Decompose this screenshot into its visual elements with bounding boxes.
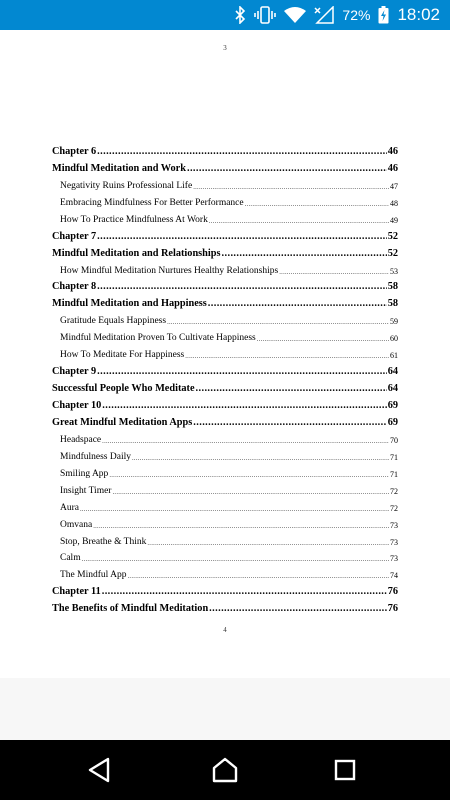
toc-entry-title: Mindful Meditation Proven To Cultivate Happiness [60,333,256,344]
toc-entry[interactable] [52,208,398,225]
toc-dot-leader [102,438,389,445]
toc-dot-leader [80,506,389,513]
toc-entry-page: 74 [390,571,398,581]
toc-entry-title: Insight Timer [60,485,112,496]
toc-entry-page: 52 [387,247,398,259]
toc-entry-title: The Mindful App [60,570,127,581]
status-bar [0,0,450,30]
toc-entry-page: 52 [387,230,398,242]
toc-entry-page: 73 [390,537,398,547]
toc-entry[interactable] [52,140,398,157]
toc-entry[interactable] [52,479,398,496]
toc-entry-page: 73 [390,520,398,530]
toc-entry-page: 72 [390,503,398,513]
toc-entry-title: Headspace [60,434,102,445]
toc-dot-leader [102,586,387,597]
battery-percent: 72% [342,7,371,23]
toc-entry[interactable] [52,563,398,580]
toc-entry[interactable] [52,530,398,547]
toc-entry-title: How To Practice Mindfulness At Work [60,214,208,225]
signal-icon [314,6,334,24]
back-icon [87,757,111,783]
toc-entry-page: 73 [390,554,398,564]
toc-entry-page: 64 [387,366,398,378]
toc-entry[interactable] [52,496,398,513]
toc-dot-leader [93,523,389,530]
toc-entry-title: Gratitude Equals Happiness [60,316,167,327]
top-page-number: 3 [223,44,227,52]
toc-entry-page: 47 [390,181,398,191]
toc-entry[interactable] [52,360,398,377]
toc-entry[interactable] [52,292,398,309]
clock: 18:02 [397,5,440,24]
toc-entry-title: Embracing Mindfulness For Better Performance [60,197,244,208]
back-button[interactable] [83,754,115,786]
toc-dot-leader [167,319,389,326]
toc-entry[interactable] [52,174,398,191]
toc-entry[interactable] [52,326,398,343]
toc-entry-title: Smiling App [60,468,109,479]
toc-entry-page: 61 [390,351,398,361]
toc-entry-page: 46 [387,145,398,157]
toc-dot-leader [109,472,389,479]
page-gap [0,678,450,740]
toc-entry[interactable] [52,445,398,462]
toc-entry[interactable] [52,191,398,208]
toc-entry-title: Chapter 9 [52,366,97,378]
toc-entry-page: 64 [387,383,398,395]
toc-dot-leader [97,281,387,292]
toc-entry[interactable] [52,428,398,445]
toc-entry-title: Mindful Meditation and Relationships [52,247,221,259]
toc-entry-page: 59 [390,317,398,327]
toc-dot-leader [196,383,387,394]
toc-entry-page: 48 [390,198,398,208]
toc-entry[interactable] [52,343,398,360]
toc-entry-title: Successful People Who Meditate [52,383,195,395]
toc-entry[interactable] [52,225,398,242]
toc-entry-title: The Benefits of Mindful Meditation [52,603,209,615]
toc-entry-title: Negativity Ruins Professional Life [60,180,193,191]
toc-dot-leader [187,163,387,174]
toc-entry-page: 46 [387,162,398,174]
toc-entry-page: 76 [387,586,398,598]
toc-entry-page: 49 [390,215,398,225]
bottom-page-number: 4 [223,626,227,634]
toc-dot-leader [279,269,389,276]
status-icons [234,0,440,30]
toc-entry-title: Calm [60,553,81,564]
toc-entry-title: Mindful Meditation and Happiness [52,298,207,310]
toc-dot-leader [257,336,389,343]
toc-dot-leader [112,489,389,496]
wifi-icon [284,6,306,24]
toc-entry-page: 76 [387,603,398,615]
toc-dot-leader [102,400,386,411]
toc-dot-leader [82,556,389,563]
toc-dot-leader [128,573,390,580]
home-icon [211,756,239,784]
home-button[interactable] [209,754,241,786]
toc-entry-page: 58 [387,298,398,310]
toc-entry[interactable] [52,157,398,174]
vibrate-icon [254,6,276,24]
toc-entry-title: Chapter 7 [52,230,97,242]
toc-entry-title: Mindful Meditation and Work [52,162,186,174]
table-of-contents [52,140,398,614]
toc-entry[interactable] [52,377,398,394]
toc-dot-leader [245,201,389,208]
toc-entry-page: 60 [390,334,398,344]
battery-charging-icon [378,6,389,24]
toc-entry-title: Great Mindful Meditation Apps [52,416,193,428]
recents-button[interactable] [329,754,361,786]
toc-dot-leader [132,455,389,462]
toc-dot-leader [222,248,387,259]
toc-entry-title: Chapter 11 [52,586,101,598]
toc-entry[interactable] [52,259,398,276]
document-page[interactable] [0,30,450,678]
toc-entry[interactable] [52,547,398,564]
toc-entry[interactable] [52,513,398,530]
toc-entry-page: 72 [390,486,398,496]
toc-entry-title: How To Meditate For Happiness [60,350,185,361]
toc-entry-title: Stop, Breathe & Think [60,536,147,547]
bluetooth-icon [234,6,246,24]
toc-dot-leader [185,353,389,360]
toc-entry-page: 58 [387,281,398,293]
toc-dot-leader [147,540,389,547]
toc-dot-leader [193,417,386,428]
toc-entry-title: Mindfulness Daily [60,451,131,462]
toc-dot-leader [97,366,387,377]
toc-entry[interactable] [52,597,398,614]
toc-dot-leader [209,603,387,614]
toc-dot-leader [209,218,389,225]
toc-entry-title: Chapter 6 [52,145,97,157]
toc-entry[interactable] [52,411,398,428]
toc-entry-title: Chapter 8 [52,281,97,293]
toc-entry-page: 53 [390,266,398,276]
toc-entry-page: 69 [387,416,398,428]
toc-entry[interactable] [52,309,398,326]
toc-entry[interactable] [52,394,398,411]
toc-entry-page: 71 [390,469,398,479]
toc-entry[interactable] [52,580,398,597]
toc-dot-leader [208,298,387,309]
toc-entry-title: How Mindful Meditation Nurtures Healthy Relationships [60,265,279,276]
toc-dot-leader [193,184,389,191]
toc-entry-title: Omvana [60,519,93,530]
toc-dot-leader [97,231,387,242]
recents-icon [334,759,356,781]
toc-entry-title: Aura [60,502,79,513]
toc-entry-page: 69 [387,400,398,411]
navigation-bar [0,740,450,800]
toc-entry[interactable] [52,462,398,479]
toc-entry-page: 71 [390,452,398,462]
toc-entry-page: 70 [390,435,398,445]
toc-entry[interactable] [52,242,398,259]
toc-dot-leader [97,146,387,157]
toc-entry[interactable] [52,276,398,293]
toc-entry-title: Chapter 10 [52,400,102,411]
